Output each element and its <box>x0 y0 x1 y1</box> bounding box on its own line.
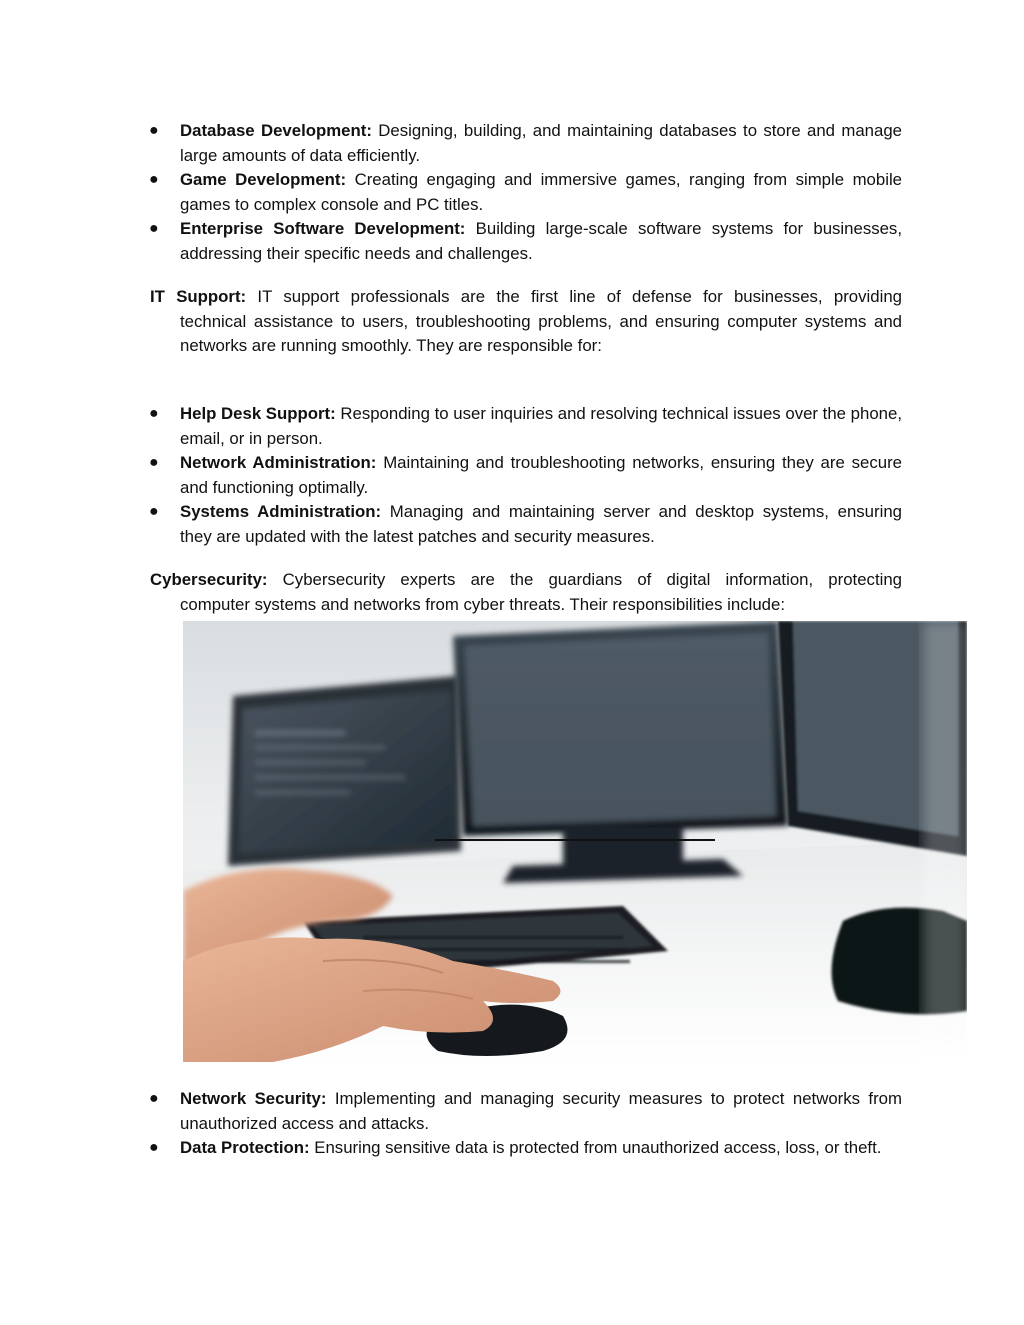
item-text: Maintaining and troubleshooting networks, ensuring they are secure and functioning optimally. <box>180 453 902 497</box>
bullet-icon: ● <box>149 1139 159 1156</box>
cybersecurity-paragraph: Cybersecurity: Cybersecurity experts are the guardians of digital information, protecting computer systems and networks from cyber threats. Their responsibilities include: <box>150 570 902 614</box>
computer-workstation-photo <box>183 621 967 1062</box>
bullet-icon: ● <box>149 454 159 471</box>
item-text: Creating engaging and immersive games, ranging from simple mobile games to complex console and PC titles. <box>180 170 903 214</box>
bullet-icon: ● <box>149 220 159 237</box>
item-title: Network Security: <box>180 1089 327 1108</box>
development-list <box>0 119 1024 266</box>
it-support-paragraph: IT Support: IT support professionals are the first line of defense for businesses, providing technical assistance to users, troubleshooting problems, and ensuring computer systems and networks are running smoothly. They are responsible for: <box>150 287 902 355</box>
list-item <box>0 119 1024 168</box>
bullet-icon: ● <box>149 405 159 422</box>
list-item <box>0 168 1024 217</box>
item-text: Implementing and managing security measures to protect networks from unauthorized access and attacks. <box>180 1089 902 1133</box>
support-list <box>0 402 1024 549</box>
list-item <box>0 500 1024 549</box>
list-item <box>0 451 1024 500</box>
item-title: Network Administration: <box>180 453 377 472</box>
list-item <box>0 217 1024 266</box>
list-item <box>0 402 1024 451</box>
item-title: Help Desk Support: <box>180 404 336 423</box>
bullet-icon: ● <box>149 122 159 139</box>
bullet-icon: ● <box>149 171 159 188</box>
cybersecurity-list <box>0 1087 1024 1161</box>
item-title: Game Development: <box>180 170 347 189</box>
bullet-icon: ● <box>149 1090 159 1107</box>
item-title: Data Protection: <box>180 1138 310 1157</box>
item-title: Enterprise Software Development: <box>180 219 466 238</box>
section-title: Cybersecurity: <box>150 570 268 589</box>
list-item <box>0 1087 1024 1136</box>
list-item <box>0 1136 1024 1161</box>
item-text: Managing and maintaining server and desktop systems, ensuring they are updated with the latest patches and security measures. <box>180 502 902 546</box>
item-title: Systems Administration: <box>180 502 382 521</box>
item-text: Ensuring sensitive data is protected from unauthorized access, loss, or theft. <box>309 1138 882 1157</box>
bullet-icon: ● <box>149 503 159 520</box>
item-title: Database Development: <box>180 121 372 140</box>
section-title: IT Support: <box>150 287 247 306</box>
item-text: Building large-scale software systems for businesses, addressing their specific needs and challenges. <box>180 219 902 263</box>
item-text: Designing, building, and maintaining databases to store and manage large amounts of data efficiently. <box>180 121 903 165</box>
item-text: Responding to user inquiries and resolving technical issues over the phone, email, or in person. <box>180 404 902 448</box>
